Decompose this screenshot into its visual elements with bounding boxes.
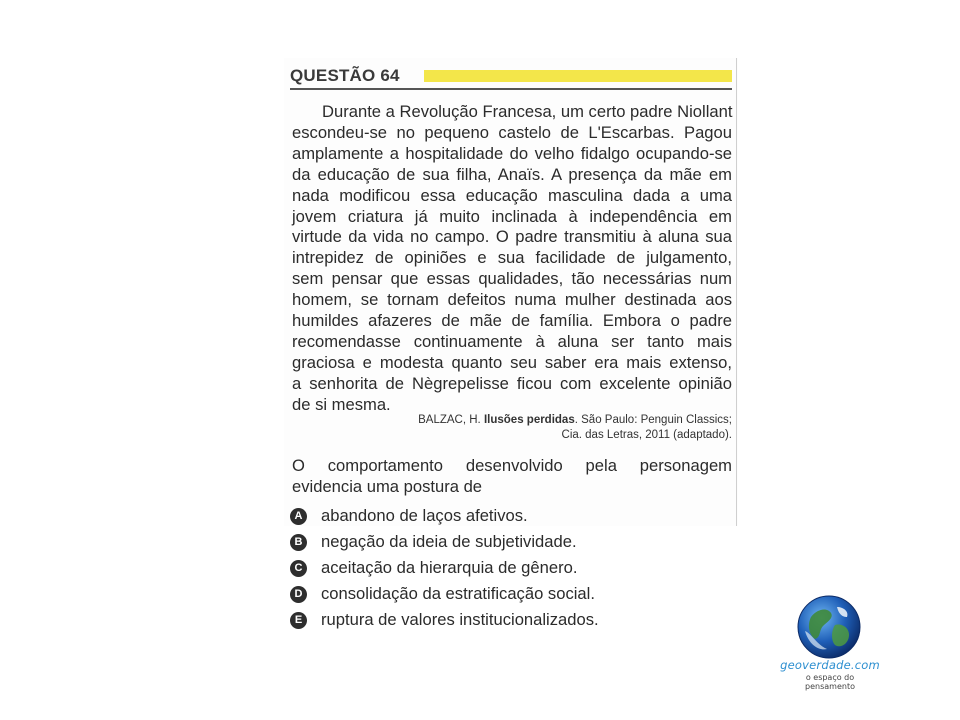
option-letter-badge: D — [290, 586, 307, 603]
option-e[interactable] — [290, 607, 730, 633]
prompt-line: evidencia uma postura de — [292, 476, 483, 496]
passage-line: intrepidez de opiniões e sua facilidade de julgamento, — [292, 248, 732, 268]
question-header — [290, 66, 734, 92]
option-c[interactable] — [290, 555, 730, 581]
question-title: QUESTÃO 64 — [290, 66, 400, 85]
header-underline — [290, 88, 732, 90]
option-text: aceitação da hierarquia de gênero. — [321, 558, 578, 577]
logo-tagline: o espaço do pensamento — [805, 673, 855, 691]
option-a[interactable] — [290, 503, 730, 529]
passage-line: humildes afazeres de mãe de família. Embora o padre — [292, 311, 732, 331]
passage-line: graciosa e modesta quanto seu saber era mais extenso, — [292, 352, 732, 372]
citation-work: Ilusões perdidas — [483, 414, 575, 426]
site-logo[interactable] — [780, 592, 880, 691]
option-letter-badge: B — [290, 534, 307, 551]
option-b[interactable] — [290, 529, 730, 555]
option-text: ruptura de valores institucionalizados. — [321, 610, 599, 629]
option-d[interactable] — [290, 581, 730, 607]
passage-line: amplamente a hospitalidade do velho fidalgo ocupando-se — [292, 143, 732, 163]
option-text: consolidação da estratificação social. — [321, 584, 595, 603]
option-letter-badge: E — [290, 612, 307, 629]
header-highlight-bar — [424, 70, 732, 82]
option-letter-badge: A — [290, 508, 307, 525]
passage-line: homem, se tornam defeitos numa mulher destinada aos — [292, 290, 732, 310]
source-citation — [380, 413, 732, 443]
passage-line: sem pensar que essas qualidades, tão necessárias num — [292, 269, 732, 289]
prompt-line: O comportamento desenvolvido pela personagem — [292, 456, 732, 475]
passage-line: de si mesma. — [292, 394, 391, 414]
citation-publisher: . São Paulo: Penguin Classics; — [574, 414, 732, 426]
passage-line: escondeu-se no pequeno castelo de L'Escarbas. Pagou — [292, 122, 732, 142]
passage-text — [292, 102, 732, 416]
passage-line: virtude da vida no campo. O padre transmitiu à aluna sua — [292, 227, 732, 247]
option-letter-badge: C — [290, 560, 307, 577]
answer-options — [290, 503, 730, 633]
page-edge-divider — [736, 58, 737, 526]
question-prompt — [292, 456, 732, 497]
logo-name: geoverdade.com — [780, 658, 880, 672]
passage-line: recomendasse continuamente à aluna ser tanto mais — [292, 331, 732, 351]
passage-line: Durante a Revolução Francesa, um certo padre Niollant — [322, 102, 733, 121]
globe-icon — [797, 595, 861, 659]
option-text: negação da ideia de subjetividade. — [321, 532, 577, 551]
passage-line: nada modificou essa educação masculina dada a uma — [292, 185, 732, 205]
citation-line-1 — [380, 413, 732, 428]
citation-author: BALZAC, H. — [418, 414, 481, 426]
passage-line: da educação de sua filha, Anaïs. A presença da mãe em — [292, 164, 732, 184]
passage-line: a senhorita de Nègrepelisse ficou com excelente opinião — [292, 373, 732, 393]
citation-line-2: Cia. das Letras, 2011 (adaptado). — [561, 429, 732, 441]
passage-line: jovem criatura já muito inclinada à independência em — [292, 206, 732, 226]
option-text: abandono de laços afetivos. — [321, 506, 528, 525]
